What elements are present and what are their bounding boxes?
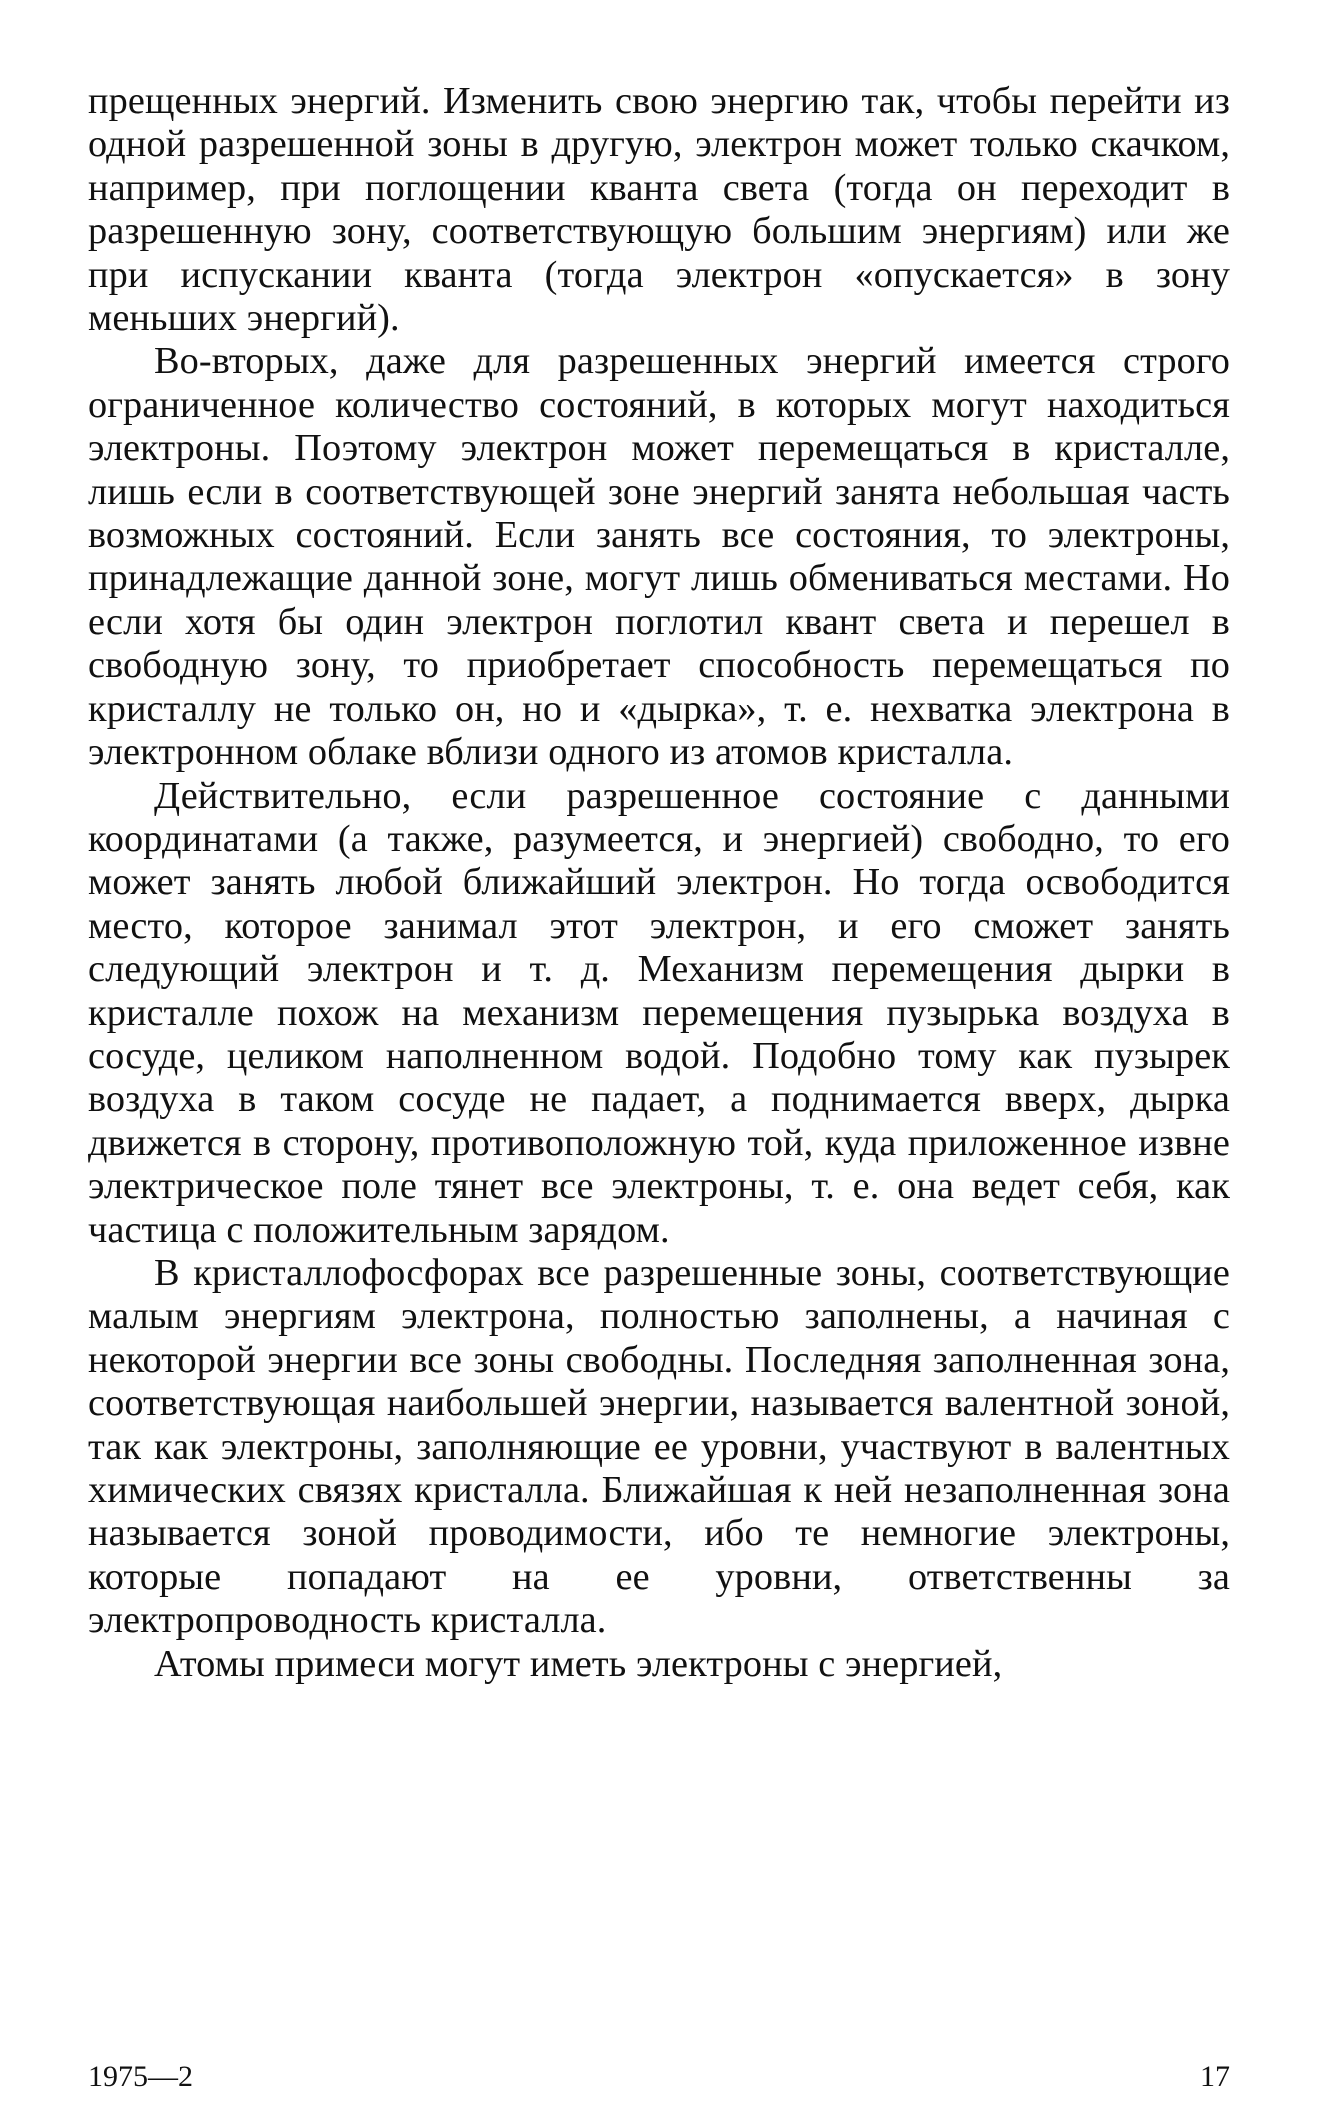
page-text: [88, 80, 1230, 1686]
paragraph-third: Действительно, если разрешенное состояние с данными координатами (а также, разумеется, и энергией) свободно, то его может занять любой ближайший электрон. Но тогда освободится место, которое занимал этот электрон, и его сможет занять следующий электрон и т. д. Механизм перемещения дырки в кристалле похож на механизм перемещения пузырька воздуха в сосуде, целиком наполненном водой. Подобно тому как пузырек воздуха в таком сосуде не падает, а поднимается вверх, дырка движется в сторону, противоположную той, куда приложенное извне электрическое поле тянет все электроны, т. е. она ведет себя, как частица с положительным зарядом.: [88, 774, 1230, 1251]
page-number: 17: [1200, 2060, 1230, 2093]
printer-signature: 1975—2: [88, 2060, 193, 2093]
paragraph-continued: прещенных энергий. Изменить свою энергию так, чтобы перейти из одной разрешенной зоны в другую, электрон может только скачком, например, при поглощении кванта света (тогда он переходит в разрешенную зону, соответствующую большим энергиям) или же при испускании кванта (тогда электрон «опускается» в зону меньших энергий).: [88, 80, 1230, 340]
paragraph-fourth: В кристаллофосфорах все разрешенные зоны, соответствующие малым энергиям электрона, полностью заполнены, а начиная с некоторой энергии все зоны свободны. Последняя заполненная зона, соответствующая наибольшей энергии, называется валентной зоной, так как электроны, заполняющие ее уровни, участвуют в валентных химических связях кристалла. Ближайшая к ней незаполненная зона называется зоной проводимости, ибо те немногие электроны, которые попадают на ее уровни, ответственны за электропроводность кристалла.: [88, 1251, 1230, 1642]
paragraph-fifth: Атомы примеси могут иметь электроны с энергией,: [154, 1642, 1003, 1685]
paragraph-second: Во-вторых, даже для разрешенных энергий имеется строго ограниченное количество состояний, в которых могут находиться электроны. Поэтому электрон может перемещаться в кристалле, лишь если в соответствующей зоне энергий занята небольшая часть возможных состояний. Если занять все состояния, то электроны, принадлежащие данной зоне, могут лишь обмениваться местами. Но если хотя бы один электрон поглотил квант света и перешел в свободную зону, то приобретает способность перемещаться по кристаллу не только он, но и «дырка», т. е. нехватка электрона в электронном облаке вблизи одного из атомов кристалла.: [88, 340, 1230, 774]
